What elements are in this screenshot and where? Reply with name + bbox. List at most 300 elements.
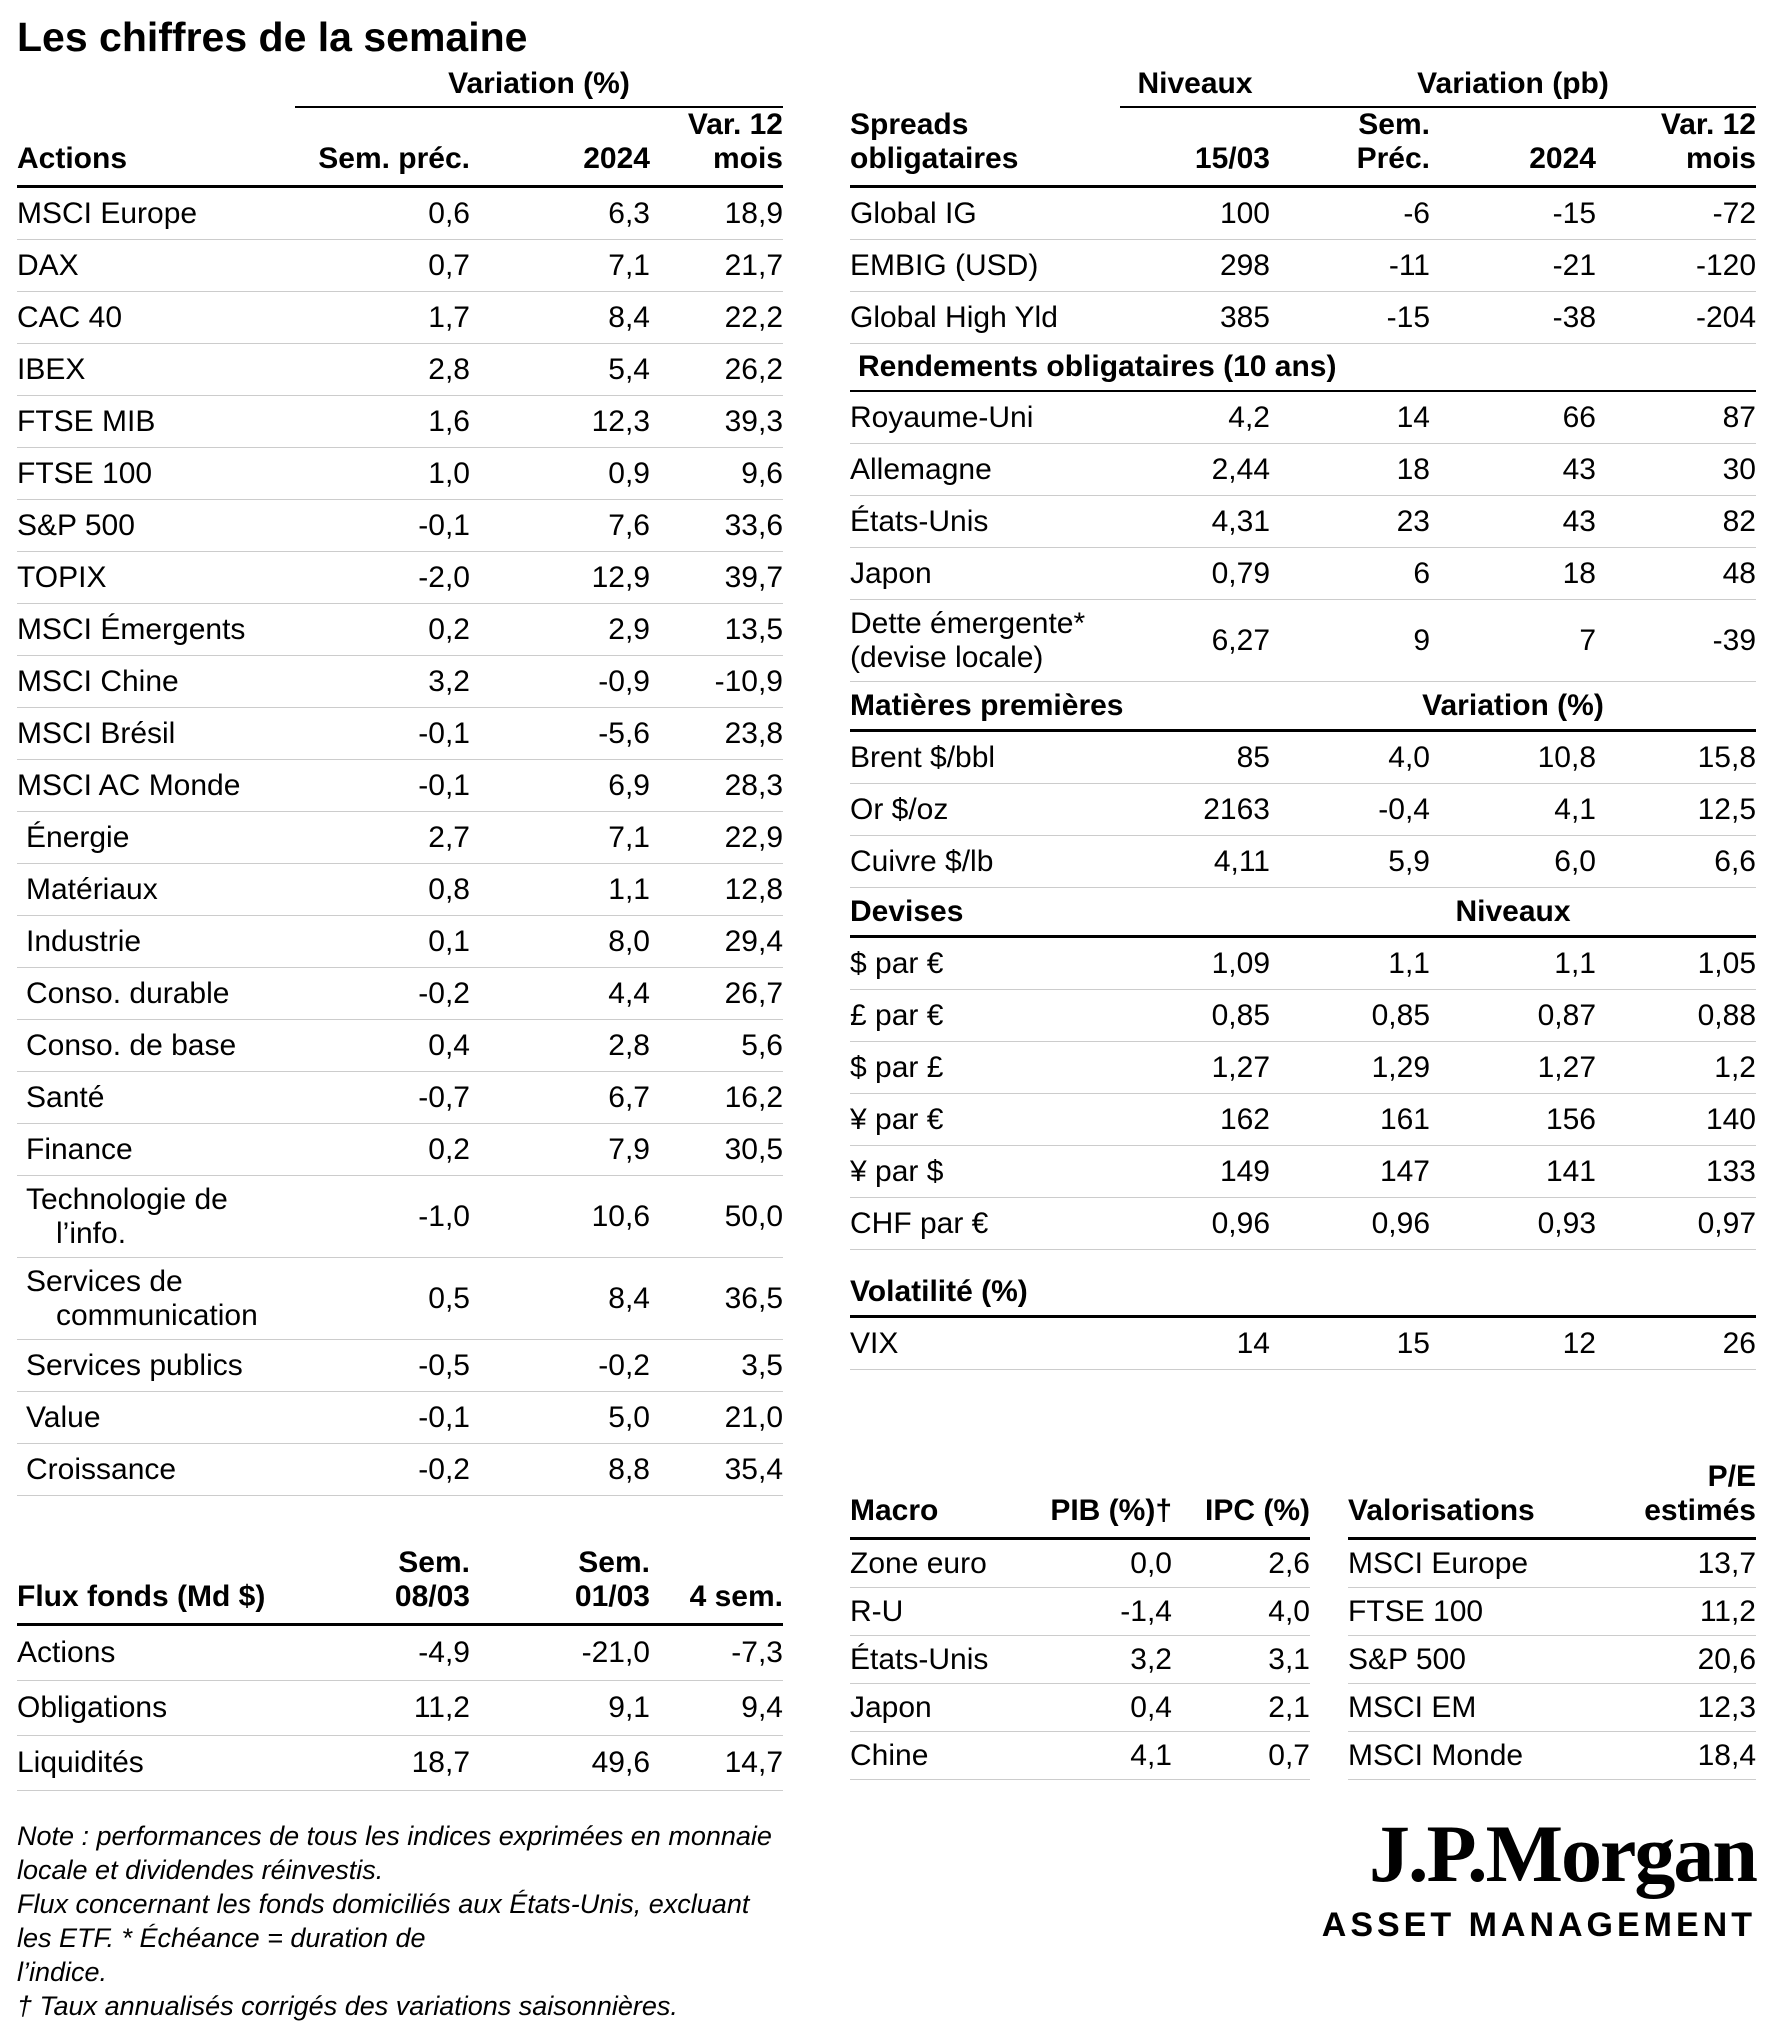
cell-value: 22,9 (724, 820, 783, 854)
cell-value: -6 (1403, 196, 1430, 230)
column-header-sem-0803: Sem. 08/03 (394, 1546, 470, 1613)
cell-value: 4,31 (1211, 504, 1270, 538)
table-row (850, 836, 1756, 888)
row-label: Technologie de l’info. (26, 1182, 228, 1250)
cell-value: 5,6 (741, 1028, 783, 1062)
cell-value: 0,6 (428, 196, 470, 230)
cell-value: 18,9 (724, 196, 783, 230)
cell-value: -0,5 (418, 1348, 470, 1382)
spreads-group-header-row (850, 62, 1756, 108)
column-header-sem-prec: Sem. préc. (318, 142, 470, 175)
table-row (850, 1198, 1756, 1250)
rendements-section-header: Rendements obligataires (10 ans) (850, 344, 1756, 392)
cell-value: -21,0 (581, 1636, 650, 1669)
row-label: Zone euro (850, 1546, 987, 1580)
cell-value: 0,88 (1697, 998, 1756, 1032)
row-label: Dette émergente* (devise locale) (850, 606, 1086, 674)
cell-value: 1,29 (1371, 1050, 1430, 1084)
currencies-table (850, 888, 1756, 1250)
cell-value: 0,96 (1211, 1206, 1270, 1240)
cell-value: 0,7 (1268, 1738, 1310, 1772)
cell-value: 0,87 (1537, 998, 1596, 1032)
cell-value: 2,9 (608, 612, 650, 646)
row-label: VIX (850, 1326, 899, 1360)
cell-value: 0,4 (428, 1028, 470, 1062)
jpmorgan-brand-wordmark: J.P.Morgan (1369, 1808, 1756, 1899)
commodities-table (850, 682, 1756, 888)
cell-value: 12,9 (591, 560, 650, 594)
row-label: Finance (26, 1132, 133, 1166)
column-header-pib: PIB (%)† (1050, 1494, 1172, 1527)
cell-value: 2,1 (1268, 1690, 1310, 1724)
footnote-line: Flux concernant les fonds domiciliés aux États-Unis, excluant les ETF. * Échéance = duration de (17, 1889, 750, 1953)
cell-value: -0,1 (418, 716, 470, 750)
currencies-table-body (850, 938, 1756, 1250)
row-label: Royaume-Uni (850, 400, 1034, 434)
row-label: Services de communication (26, 1264, 258, 1332)
cell-value: 8,8 (608, 1452, 650, 1486)
cell-value: 6,6 (1714, 844, 1756, 878)
row-label: S&P 500 (1348, 1642, 1466, 1676)
row-label: Allemagne (850, 452, 992, 486)
cell-value: 2,7 (428, 820, 470, 854)
table-row (17, 1340, 783, 1392)
cell-value: 5,0 (608, 1400, 650, 1434)
table-row (17, 1258, 783, 1340)
cell-value: 36,5 (724, 1281, 783, 1315)
table-row (17, 1176, 783, 1258)
row-label: Value (26, 1400, 101, 1434)
cell-value: 4,2 (1228, 400, 1270, 434)
cell-value: -11 (1388, 248, 1430, 282)
cell-value: 66 (1562, 400, 1596, 434)
table-row (17, 396, 783, 448)
cell-value: -0,2 (418, 1452, 470, 1486)
cell-value: 48 (1722, 556, 1756, 590)
cell-value: 1,27 (1537, 1050, 1596, 1084)
row-label: EMBIG (USD) (850, 248, 1039, 282)
cell-value: 18 (1396, 452, 1430, 486)
row-label: CAC 40 (17, 300, 123, 334)
row-label: Conso. de base (26, 1028, 237, 1062)
cell-value: 0,1 (428, 924, 470, 958)
cell-value: 0,85 (1211, 998, 1270, 1032)
cell-value: -15 (1552, 196, 1596, 230)
table-row (850, 784, 1756, 836)
table-row (850, 1588, 1310, 1636)
cell-value: 14,7 (724, 1746, 783, 1779)
row-label: MSCI Europe (1348, 1546, 1529, 1580)
cell-value: 1,0 (428, 456, 470, 490)
actions-table (17, 62, 783, 1496)
cell-value: 385 (1219, 300, 1270, 334)
cell-value: 8,4 (608, 300, 650, 334)
cell-value: -7,3 (731, 1636, 783, 1669)
cell-value: 1,05 (1697, 946, 1756, 980)
cell-value: 35,4 (724, 1452, 783, 1486)
column-header-actions: Actions (17, 142, 128, 175)
macro-table-body (850, 1540, 1310, 1780)
cell-value: -204 (1695, 300, 1756, 334)
cell-value: 13,5 (724, 612, 783, 646)
table-row (17, 1020, 783, 1072)
cell-value: -0,9 (598, 664, 650, 698)
cell-value: 28,3 (724, 768, 783, 802)
row-label: Matériaux (26, 872, 158, 906)
row-label: MSCI Europe (17, 196, 198, 230)
table-row (17, 604, 783, 656)
cell-value: 0,96 (1371, 1206, 1430, 1240)
niveaux-group-header: Niveaux (1455, 895, 1571, 928)
row-label: États-Unis (850, 504, 989, 538)
variation-pb-group-header: Variation (pb) (1270, 67, 1756, 108)
row-label: MSCI Brésil (17, 716, 176, 750)
cell-value: -0,1 (418, 508, 470, 542)
table-row (17, 760, 783, 812)
cell-value: 18,7 (411, 1746, 470, 1779)
cell-value: -0,1 (418, 768, 470, 802)
cell-value: 2,44 (1211, 452, 1270, 486)
cell-value: 10,8 (1537, 740, 1596, 774)
cell-value: 15 (1396, 1326, 1430, 1360)
cell-value: 1,09 (1211, 946, 1270, 980)
row-label: Services publics (26, 1348, 243, 1382)
column-header-flux-fonds: Flux fonds (Md $) (17, 1580, 266, 1613)
cell-value: 50,0 (724, 1199, 783, 1233)
jpmorgan-logo (850, 1808, 1756, 1948)
page-title: Les chiffres de la semaine (17, 14, 528, 60)
flux-header-row (17, 1536, 783, 1626)
footnote-line: Note : performances de tous les indices exprimées en monnaie locale et dividendes réinvestis. (17, 1821, 772, 1885)
row-label: Global IG (850, 196, 977, 230)
table-row (1348, 1540, 1756, 1588)
cell-value: 29,4 (724, 924, 783, 958)
column-header-sem-prec: Sem. Préc. (1356, 108, 1430, 175)
cell-value: 4,11 (1213, 844, 1270, 878)
cell-value: 0,4 (1130, 1690, 1172, 1724)
cell-value: 12,3 (1697, 1690, 1756, 1724)
cell-value: 1,1 (1388, 946, 1430, 980)
cell-value: 3,2 (428, 664, 470, 698)
column-header-spreads-obligataires: Spreads obligataires (850, 108, 1019, 175)
cell-value: 1,7 (428, 300, 470, 334)
cell-value: 39,7 (724, 560, 783, 594)
niveaux-group-header: Niveaux (1120, 67, 1270, 108)
cell-value: 9,1 (608, 1691, 650, 1724)
row-label: Actions (17, 1636, 116, 1669)
column-header-sem-0103: Sem. 01/03 (574, 1546, 650, 1613)
cell-value: 0,2 (428, 1132, 470, 1166)
table-row (850, 1684, 1310, 1732)
cell-value: 6,0 (1554, 844, 1596, 878)
cell-value: 0,0 (1130, 1546, 1172, 1580)
cell-value: 6,9 (608, 768, 650, 802)
cell-value: -5,6 (598, 716, 650, 750)
cell-value: 23 (1396, 504, 1430, 538)
cell-value: 2,8 (428, 352, 470, 386)
row-label: Industrie (26, 924, 142, 958)
commodities-table-body (850, 732, 1756, 888)
cell-value: 133 (1705, 1154, 1756, 1188)
cell-value: 4,0 (1388, 740, 1430, 774)
row-label: DAX (17, 248, 79, 282)
cell-value: 20,6 (1697, 1642, 1756, 1676)
cell-value: 26,7 (724, 976, 783, 1010)
cell-value: 7,6 (608, 508, 650, 542)
cell-value: 9 (1413, 623, 1430, 657)
cell-value: 14 (1396, 400, 1430, 434)
column-header-var-12-mois: Var. 12 mois (687, 108, 783, 175)
cell-value: 4,1 (1130, 1738, 1172, 1772)
cell-value: 6,3 (608, 196, 650, 230)
cell-value: 0,5 (428, 1281, 470, 1315)
cell-value: 11,2 (413, 1691, 470, 1724)
cell-value: 18 (1562, 556, 1596, 590)
cell-value: 14 (1236, 1326, 1270, 1360)
table-row (850, 1146, 1756, 1198)
table-row (850, 600, 1756, 682)
footnote-line: l’indice. (17, 1957, 108, 1987)
cell-value: 3,1 (1268, 1642, 1310, 1676)
row-label: Global High Yld (850, 300, 1058, 334)
cell-value: 18,4 (1697, 1738, 1756, 1772)
cell-value: -72 (1712, 196, 1756, 230)
cell-value: -15 (1386, 300, 1430, 334)
spreads-header-row (850, 108, 1756, 188)
cell-value: 23,8 (724, 716, 783, 750)
table-row (850, 732, 1756, 784)
row-label: Énergie (26, 820, 130, 854)
cell-value: -0,2 (418, 976, 470, 1010)
cell-value: -39 (1712, 623, 1756, 657)
bottom-tables (850, 1450, 1756, 1780)
table-row (850, 392, 1756, 444)
table-row (850, 1636, 1310, 1684)
row-label: Croissance (26, 1452, 177, 1486)
actions-header-row (17, 108, 783, 188)
cell-value: 140 (1705, 1102, 1756, 1136)
cell-value: 7,9 (608, 1132, 650, 1166)
cell-value: 6,7 (608, 1080, 650, 1114)
table-row (17, 188, 783, 240)
cell-value: 12,8 (724, 872, 783, 906)
table-row (850, 292, 1756, 344)
cell-value: 49,6 (591, 1746, 650, 1779)
table-row (850, 1318, 1756, 1370)
table-row (850, 1094, 1756, 1146)
cell-value: 1,1 (608, 872, 650, 906)
column-header-macro: Macro (850, 1494, 939, 1527)
cell-value: 22,2 (724, 300, 783, 334)
rendements-table-body (850, 392, 1756, 682)
row-label: Or $/oz (850, 792, 949, 826)
table-row (17, 864, 783, 916)
cell-value: 12 (1562, 1326, 1596, 1360)
row-label: £ par € (850, 998, 944, 1032)
cell-value: 0,85 (1371, 998, 1430, 1032)
footnote-line: † Taux annualisés corrigés des variations saisonnières. (17, 1991, 678, 2021)
cell-value: 12,3 (591, 404, 650, 438)
table-row (1348, 1684, 1756, 1732)
table-row (17, 916, 783, 968)
cell-value: 0,97 (1697, 1206, 1756, 1240)
row-label: ¥ par $ (850, 1154, 944, 1188)
flux-table-body (17, 1626, 783, 1791)
row-label: FTSE 100 (17, 456, 153, 490)
table-row (17, 292, 783, 344)
cell-value: -0,4 (1378, 792, 1430, 826)
cell-value: 5,9 (1388, 844, 1430, 878)
table-row (17, 1124, 783, 1176)
cell-value: -38 (1552, 300, 1596, 334)
cell-value: 1,6 (428, 404, 470, 438)
row-label: FTSE 100 (1348, 1594, 1484, 1628)
cell-value: 2,6 (1268, 1546, 1310, 1580)
table-row (1348, 1732, 1756, 1780)
cell-value: 9,6 (741, 456, 783, 490)
cell-value: -120 (1695, 248, 1756, 282)
volatility-table (850, 1268, 1756, 1370)
cell-value: 33,6 (724, 508, 783, 542)
cell-value: 26 (1722, 1326, 1756, 1360)
table-row (850, 1042, 1756, 1094)
volatility-section-label: Volatilité (%) (850, 1275, 1028, 1308)
cell-value: 0,79 (1211, 556, 1270, 590)
cell-value: 1,1 (1554, 946, 1596, 980)
currencies-section-label: Devises (850, 895, 964, 928)
row-label: MSCI Monde (1348, 1738, 1524, 1772)
volatility-header-row (850, 1268, 1756, 1318)
cell-value: 4,0 (1268, 1594, 1310, 1628)
asset-management-label: ASSET MANAGEMENT (1321, 1906, 1756, 1944)
table-row (17, 968, 783, 1020)
cell-value: -10,9 (714, 664, 783, 698)
table-row (17, 552, 783, 604)
table-row (850, 444, 1756, 496)
row-label: MSCI Chine (17, 664, 179, 698)
cell-value: 8,0 (608, 924, 650, 958)
cell-value: 0,9 (608, 456, 650, 490)
table-row (17, 344, 783, 396)
column-header-pe-estimes: P/E estimés (1644, 1460, 1756, 1527)
table-row (17, 1681, 783, 1736)
column-header-1503: 15/03 (1194, 142, 1270, 175)
row-label: Japon (850, 556, 932, 590)
table-row (850, 496, 1756, 548)
cell-value: -4,9 (418, 1636, 470, 1669)
cell-value: 141 (1545, 1154, 1596, 1188)
currencies-header-row (850, 888, 1756, 938)
commodities-header-row (850, 682, 1756, 732)
cell-value: -0,7 (418, 1080, 470, 1114)
cell-value: 21,7 (724, 248, 783, 282)
cell-value: 0,93 (1537, 1206, 1596, 1240)
cell-value: 7,1 (608, 820, 650, 854)
cell-value: 3,5 (741, 1348, 783, 1382)
cell-value: 30 (1722, 452, 1756, 486)
macro-table (850, 1450, 1310, 1780)
row-label: IBEX (17, 352, 86, 386)
cell-value: -1,0 (418, 1199, 470, 1233)
cell-value: 43 (1562, 504, 1596, 538)
cell-value: -0,2 (598, 1348, 650, 1382)
table-row (17, 1444, 783, 1496)
variation-pct-group-header: Variation (%) (295, 67, 783, 108)
table-row (17, 708, 783, 760)
cell-value: -0,1 (418, 1400, 470, 1434)
macro-header-row (850, 1450, 1310, 1540)
cell-value: 6 (1413, 556, 1430, 590)
table-row (850, 990, 1756, 1042)
table-row (17, 656, 783, 708)
valuations-table (1348, 1450, 1756, 1780)
table-row (850, 1540, 1310, 1588)
cell-value: 11,2 (1699, 1594, 1756, 1628)
table-row (17, 1626, 783, 1681)
spreads-table-body (850, 188, 1756, 344)
cell-value: 30,5 (724, 1132, 783, 1166)
row-label: $ par £ (850, 1050, 944, 1084)
cell-value: 161 (1379, 1102, 1430, 1136)
cell-value: 21,0 (724, 1400, 783, 1434)
row-label: Cuivre $/lb (850, 844, 994, 878)
row-label: Brent $/bbl (850, 740, 996, 774)
row-label: TOPIX (17, 560, 107, 594)
cell-value: 43 (1562, 452, 1596, 486)
cell-value: 13,7 (1697, 1546, 1756, 1580)
row-label: Conso. durable (26, 976, 230, 1010)
table-row (1348, 1588, 1756, 1636)
row-label: MSCI Émergents (17, 612, 246, 646)
cell-value: 10,6 (591, 1199, 650, 1233)
cell-value: 100 (1219, 196, 1270, 230)
cell-value: 5,4 (608, 352, 650, 386)
cell-value: 85 (1236, 740, 1270, 774)
commodities-section-label: Matières premières (850, 689, 1124, 722)
column-header-valorisations: Valorisations (1348, 1494, 1535, 1527)
table-row (17, 1736, 783, 1791)
row-label: Liquidités (17, 1746, 144, 1779)
column-header-2024: 2024 (583, 142, 650, 175)
actions-group-header-row (17, 62, 783, 108)
cell-value: 16,2 (724, 1080, 783, 1114)
row-label: Chine (850, 1738, 929, 1772)
row-label: Obligations (17, 1691, 168, 1724)
footnotes (17, 1819, 783, 2023)
column-header-ipc: IPC (%) (1205, 1494, 1310, 1527)
row-label: Santé (26, 1080, 105, 1114)
column-header-2024: 2024 (1529, 142, 1596, 175)
cell-value: 7,1 (608, 248, 650, 282)
table-row (850, 240, 1756, 292)
actions-table-body (17, 188, 783, 1496)
cell-value: 8,4 (608, 1281, 650, 1315)
row-label: Japon (850, 1690, 932, 1724)
valuations-table-body (1348, 1540, 1756, 1780)
table-row (850, 548, 1756, 600)
table-row (17, 500, 783, 552)
cell-value: 26,2 (724, 352, 783, 386)
table-row (850, 938, 1756, 990)
cell-value: 15,8 (1697, 740, 1756, 774)
cell-value: 12,5 (1697, 792, 1756, 826)
cell-value: 0,7 (428, 248, 470, 282)
valuations-header-row (1348, 1450, 1756, 1540)
cell-value: 82 (1722, 504, 1756, 538)
rendements-table (850, 344, 1756, 682)
volatility-table-body (850, 1318, 1756, 1370)
cell-value: 1,2 (1714, 1050, 1756, 1084)
